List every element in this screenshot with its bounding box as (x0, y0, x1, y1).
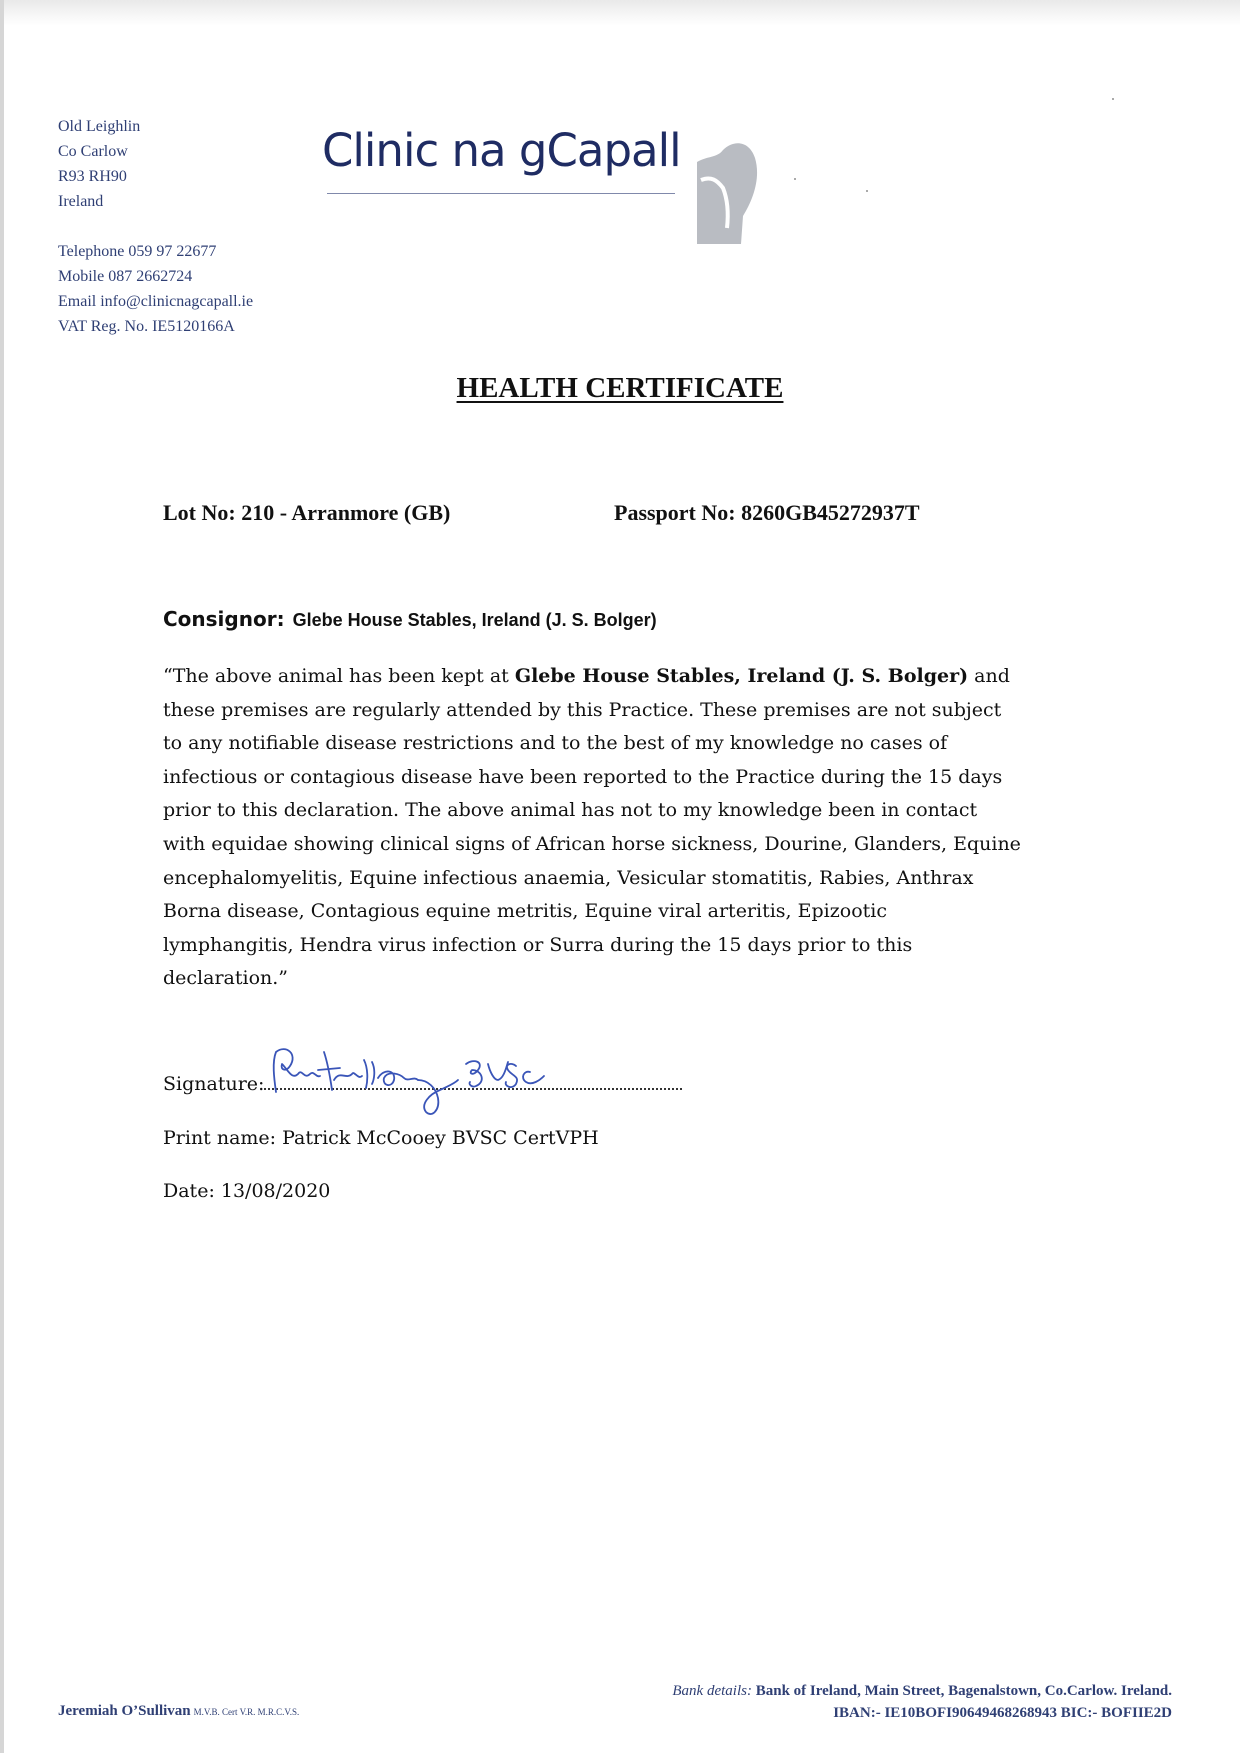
vet-name: Jeremiah O’Sullivan (58, 1703, 191, 1719)
vet-qualifications: M.V.B. Cert V.R. M.R.C.V.S. (193, 1707, 300, 1717)
consignor-label: Consignor: (163, 607, 285, 631)
bank-details-text: Bank of Ireland, Main Street, Bagenalstown, Co.Carlow. Ireland. (755, 1683, 1172, 1699)
contact-telephone: Telephone 059 97 22677 (58, 243, 217, 260)
declaration-line: infectious or contagious disease have been reported to the Practice during the 15 days (163, 765, 1003, 788)
scan-speck (1112, 98, 1114, 100)
certificate-date: Date: 13/08/2020 (163, 1180, 331, 1202)
horse-head-logo-icon (697, 118, 767, 244)
declaration-line: declaration.” (163, 967, 289, 990)
scan-edge-top (0, 0, 1240, 26)
footer-bank-details (672, 1680, 1172, 1724)
consignor-value: Glebe House Stables, Ireland (J. S. Bolger) (292, 610, 657, 630)
declaration-line: prior to this declaration. The above animal has not to my knowledge been in contact (163, 799, 978, 822)
print-name: Print name: Patrick McCooey BVSC CertVPH (163, 1127, 599, 1149)
footer-vet (58, 1703, 299, 1720)
declaration-line: encephalomyelitis, Equine infectious anaemia, Vesicular stomatitis, Rabies, Anthrax (163, 866, 974, 889)
declaration-line: these premises are regularly attended by this Practice. These premises are not subject (163, 698, 1002, 721)
declaration-line: lymphangitis, Hendra virus infection or Surra during the 15 days prior to this (163, 933, 913, 956)
address-line: Ireland (58, 193, 104, 210)
contact-email: Email info@clinicnagcapall.ie (58, 293, 254, 310)
declaration-paragraph (163, 660, 1123, 996)
handwritten-signature-icon (268, 1040, 598, 1120)
practice-address (58, 114, 253, 339)
premises-name: Glebe House Stables, Ireland (J. S. Bolger) (514, 665, 969, 687)
scan-speck (794, 178, 796, 180)
lot-number: Lot No: 210 - Arranmore (GB) (163, 500, 451, 525)
address-line: Old Leighlin (58, 118, 141, 135)
declaration-line: with equidae showing clinical signs of African horse sickness, Dourine, Glanders, Equine (163, 832, 1021, 855)
clinic-logo-text: Clinic na gCapall (322, 124, 681, 177)
contact-vat: VAT Reg. No. IE5120166A (58, 318, 235, 335)
declaration-line: Borna disease, Contagious equine metritis, Equine viral arteritis, Epizootic (163, 900, 887, 923)
declaration-line: to any notifiable disease restrictions and to the best of my knowledge no cases of (163, 732, 948, 755)
document-title: HEALTH CERTIFICATE (456, 372, 784, 404)
passport-number: Passport No: 8260GB45272937T (614, 500, 920, 525)
address-line: Co Carlow (58, 143, 128, 160)
signature-label: Signature: (163, 1073, 265, 1095)
declaration-line: “The above animal has been kept at Glebe House Stables, Ireland (J. S. Bolger) and (163, 665, 1010, 687)
consignor-line (163, 607, 657, 631)
bank-details-label: Bank details: (672, 1683, 752, 1699)
scan-edge-left (0, 0, 4, 1753)
scan-speck (866, 190, 868, 192)
iban-bic: IBAN:- IE10BOFI90649468268943 BIC:- BOFIIE2D (833, 1705, 1172, 1721)
contact-mobile: Mobile 087 2662724 (58, 268, 193, 285)
logo-underline (327, 193, 675, 194)
address-line: R93 RH90 (58, 168, 127, 185)
